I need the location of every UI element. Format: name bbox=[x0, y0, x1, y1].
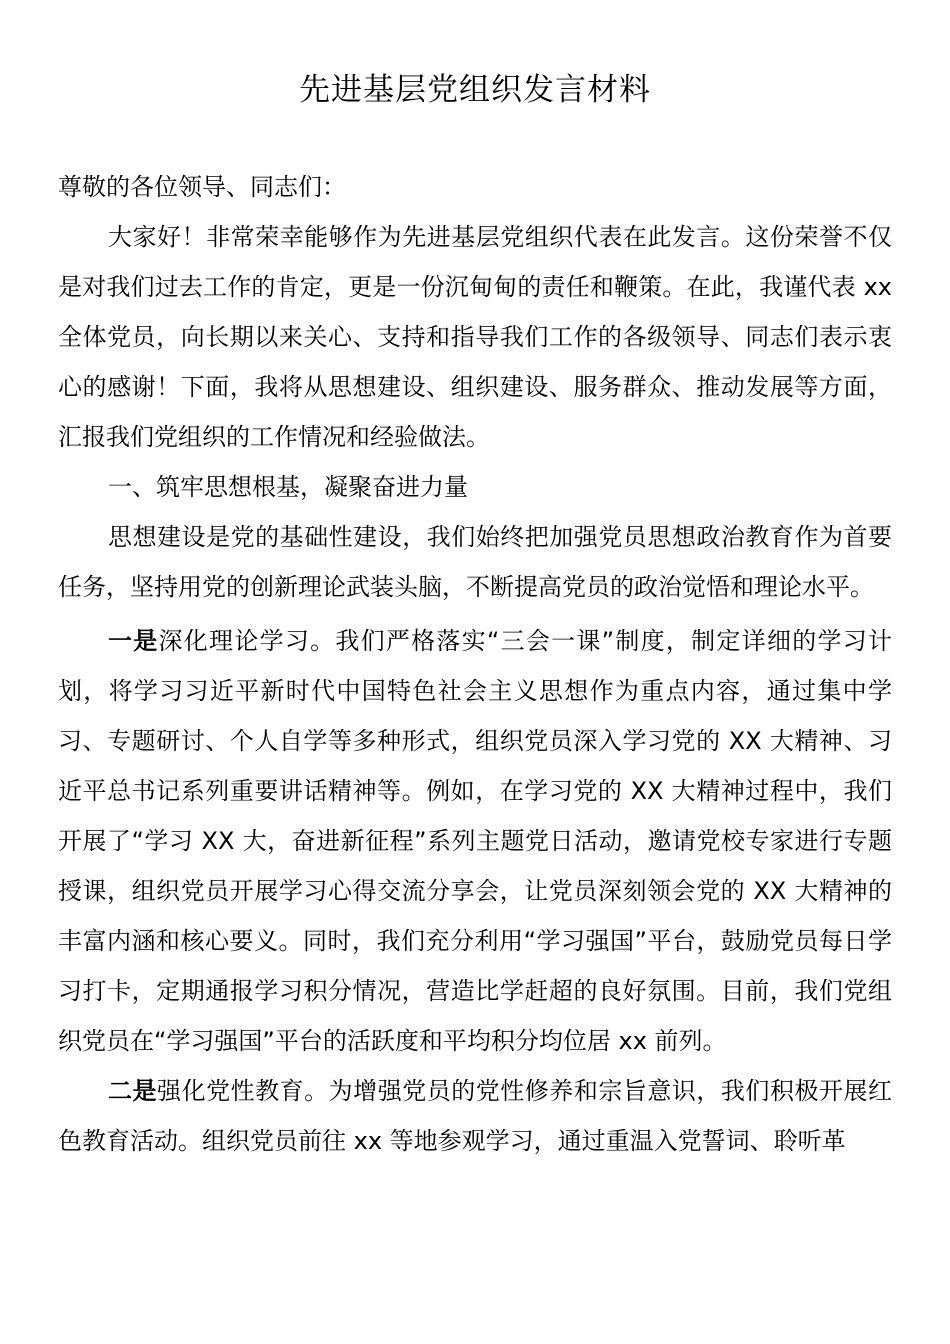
paragraph-intro: 大家好！非常荣幸能够作为先进基层党组织代表在此发言。这份荣誉不仅是对我们过去工作的肯定，更是一份沉甸甸的责任和鞭策。在此，我谨代表 xx 全体党员，向长期以来关心、支持和指导我们工作的各级领导、同志们表示衷心的感谢！下面，我将从思想建设、组织建设、服务群众、推动发展等方面，汇报我们党组织的工作情况和经验做法。 bbox=[58, 223, 892, 451]
document-body bbox=[58, 162, 892, 1166]
salutation: 尊敬的各位领导、同志们： bbox=[58, 173, 346, 201]
paragraph-point-1 bbox=[58, 616, 892, 1066]
document-title: 先进基层党组织发言材料 bbox=[299, 72, 651, 108]
paragraph-point-2 bbox=[58, 1066, 892, 1166]
point-1-text: 深化理论学习。我们严格落实“三会一课”制度，制定详细的学习计划，将学习习近平新时代中国特色社会主义思想作为重点内容，通过集中学习、专题研讨、个人自学等多种形式，组织党员深入学习党的 XX 大精神、习近平总书记系列重要讲话精神等。例如，在学习党的 XX 大精神过程中，我们开展了“学习 XX 大，奋进新征程”系列主题党日活动，邀请党校专家进行专题授课，组织党员开展学习心得交流分享会，让党员深刻领会党的 XX 大精神的丰富内涵和核心要义。同时，我们充分利用“学习强国”平台，鼓励党员每日学习打卡，定期通报学习积分情况，营造比学赶超的良好氛围。目前，我们党组织党员在“学习强国”平台的活跃度和平均积分均位居 xx 前列。 bbox=[58, 627, 892, 1055]
point-2-lead: 二是 bbox=[108, 1077, 158, 1105]
section-heading-1: 一、筑牢思想根基，凝聚奋进力量 bbox=[108, 473, 468, 501]
point-2-text: 强化党性教育。为增强党员的党性修养和宗旨意识，我们积极开展红色教育活动。组织党员前往 xx 等地参观学习，通过重温入党誓词、聆听革 bbox=[58, 1077, 893, 1155]
point-1-lead: 一是 bbox=[108, 627, 159, 655]
paragraph-section-1-intro: 思想建设是党的基础性建设，我们始终把加强党员思想政治教育作为首要任务，坚持用党的创新理论武装头脑，不断提高党员的政治觉悟和理论水平。 bbox=[58, 523, 892, 601]
